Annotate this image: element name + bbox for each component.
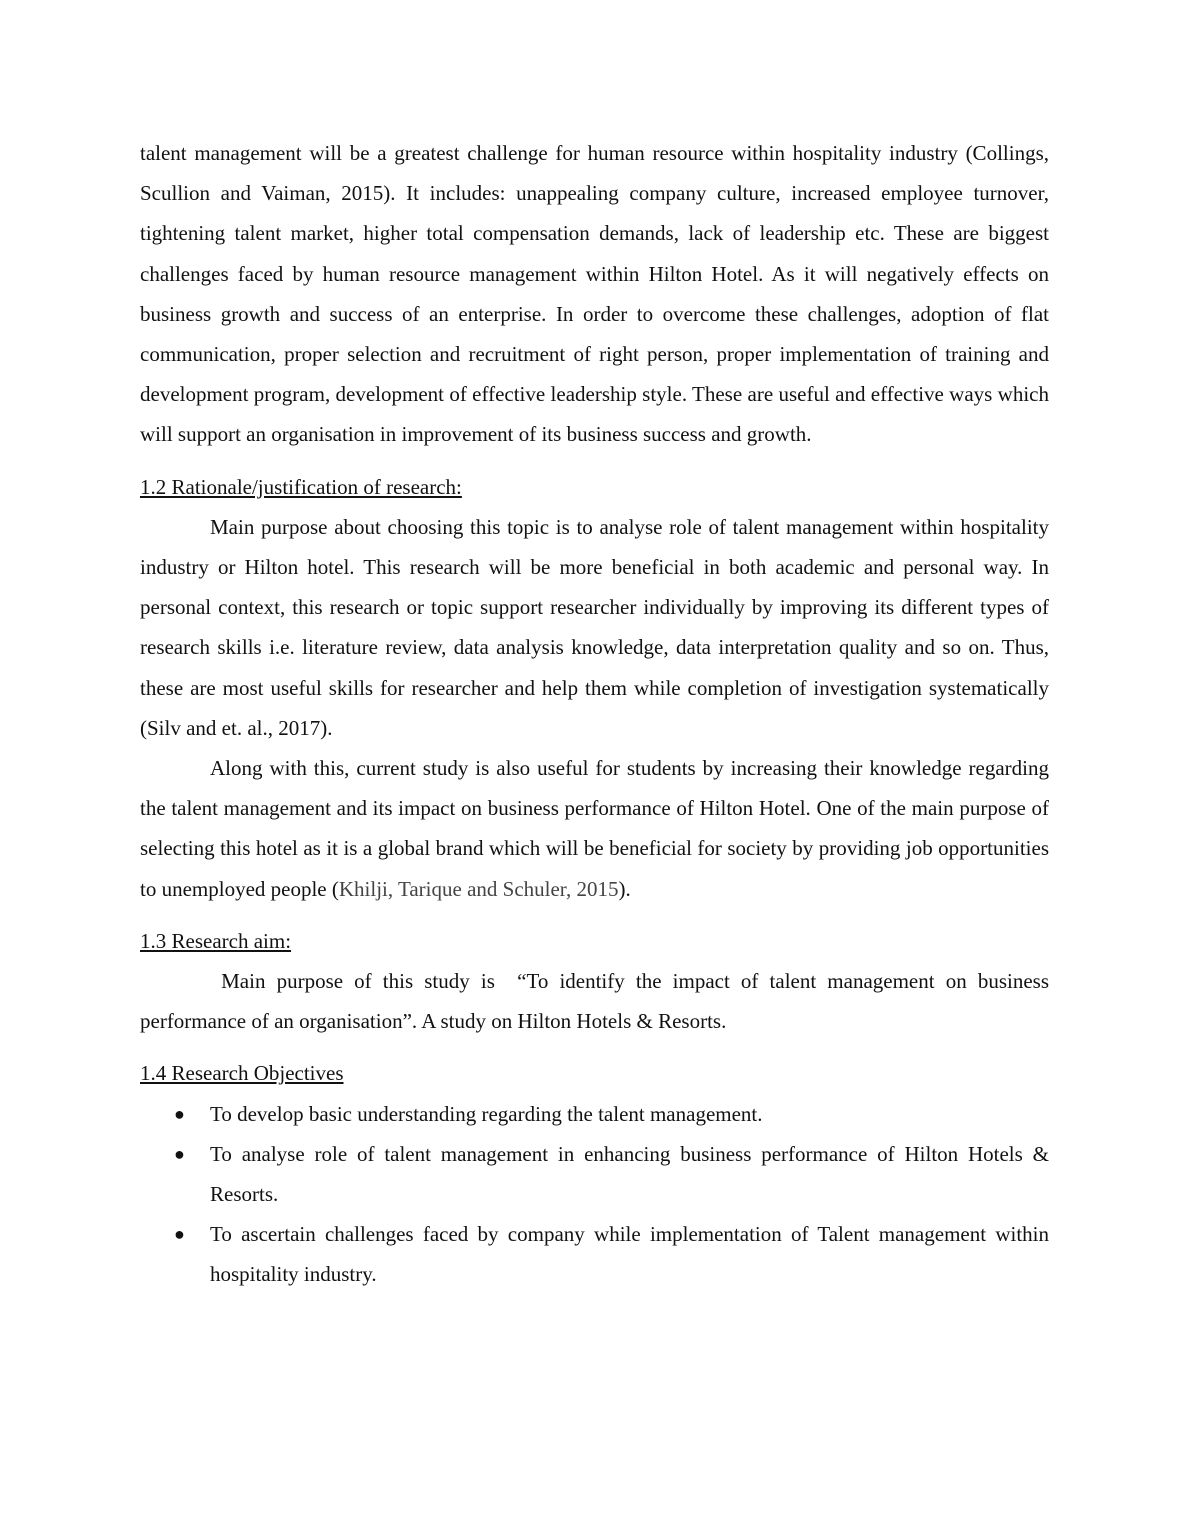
research-aim-paragraph: Main purpose of this study is “To identify the impact of talent management on business performance of an organisation”. A study on Hilton Hotels & Resorts. <box>140 969 1055 1034</box>
heading-research-objectives: 1.4 Research Objectives <box>140 1061 344 1086</box>
intro-paragraph: talent management will be a greatest challenge for human resource within hospitality industry (Collings, Scullion and Vaiman, 2015). It includes: unappealing company culture, increased employee turnover, tightening talent market, higher total compensation demands, lack of leadership etc. These are biggest challenges faced by human resource management within Hilton Hotel. As it will negatively effects on business growth and success of an enterprise. In order to overcome these challenges, adoption of flat communication, proper selection and recruitment of right person, proper implementation of training and development program, development of effective leadership style. These are useful and effective ways which will support an organisation in improvement of its business success and growth. <box>140 141 1049 447</box>
list-item <box>140 1094 1049 1134</box>
heading-rationale: 1.2 Rationale/justification of research: <box>140 474 462 499</box>
rationale-paragraph-2 <box>140 748 1049 909</box>
objective-text: To develop basic understanding regarding the talent management. <box>210 1101 763 1126</box>
bullet-icon: ● <box>174 1224 185 1245</box>
document-page <box>140 133 1055 1295</box>
list-item <box>140 1214 1049 1294</box>
bullet-icon: ● <box>174 1103 185 1124</box>
rationale-end: ). <box>618 876 631 901</box>
citation: Khilji, Tarique and Schuler, 2015 <box>338 876 619 901</box>
objective-text: To ascertain challenges faced by company while implementation of Talent management within hospitality industry. <box>210 1222 1049 1287</box>
bullet-icon: ● <box>174 1143 185 1164</box>
rationale-paragraph-1: Main purpose about choosing this topic is to analyse role of talent management within hospitality industry or Hilton hotel. This research will be more beneficial in both academic and personal way. In personal context, this research or topic support researcher individually by improving its different types of research skills i.e. literature review, data analysis knowledge, data interpretation quality and so on. Thus, these are most useful skills for researcher and help them while completion of investigation systematically (Silv and et. al., 2017). <box>140 514 1049 740</box>
objective-text: To analyse role of talent management in enhancing business performance of Hilton Hotels & Resorts. <box>210 1141 1049 1207</box>
heading-research-aim: 1.3 Research aim: <box>140 928 292 953</box>
rationale-text: Along with this, current study is also useful for students by increasing their knowledge regarding the talent management and its impact on business performance of Hilton Hotel. One of the main purpose of selecting this hotel as it is a global brand which will be beneficial for society by providing job opportunities to unemployed people ( <box>140 756 1049 901</box>
objectives-list <box>140 1094 1049 1295</box>
list-item <box>140 1134 1049 1214</box>
